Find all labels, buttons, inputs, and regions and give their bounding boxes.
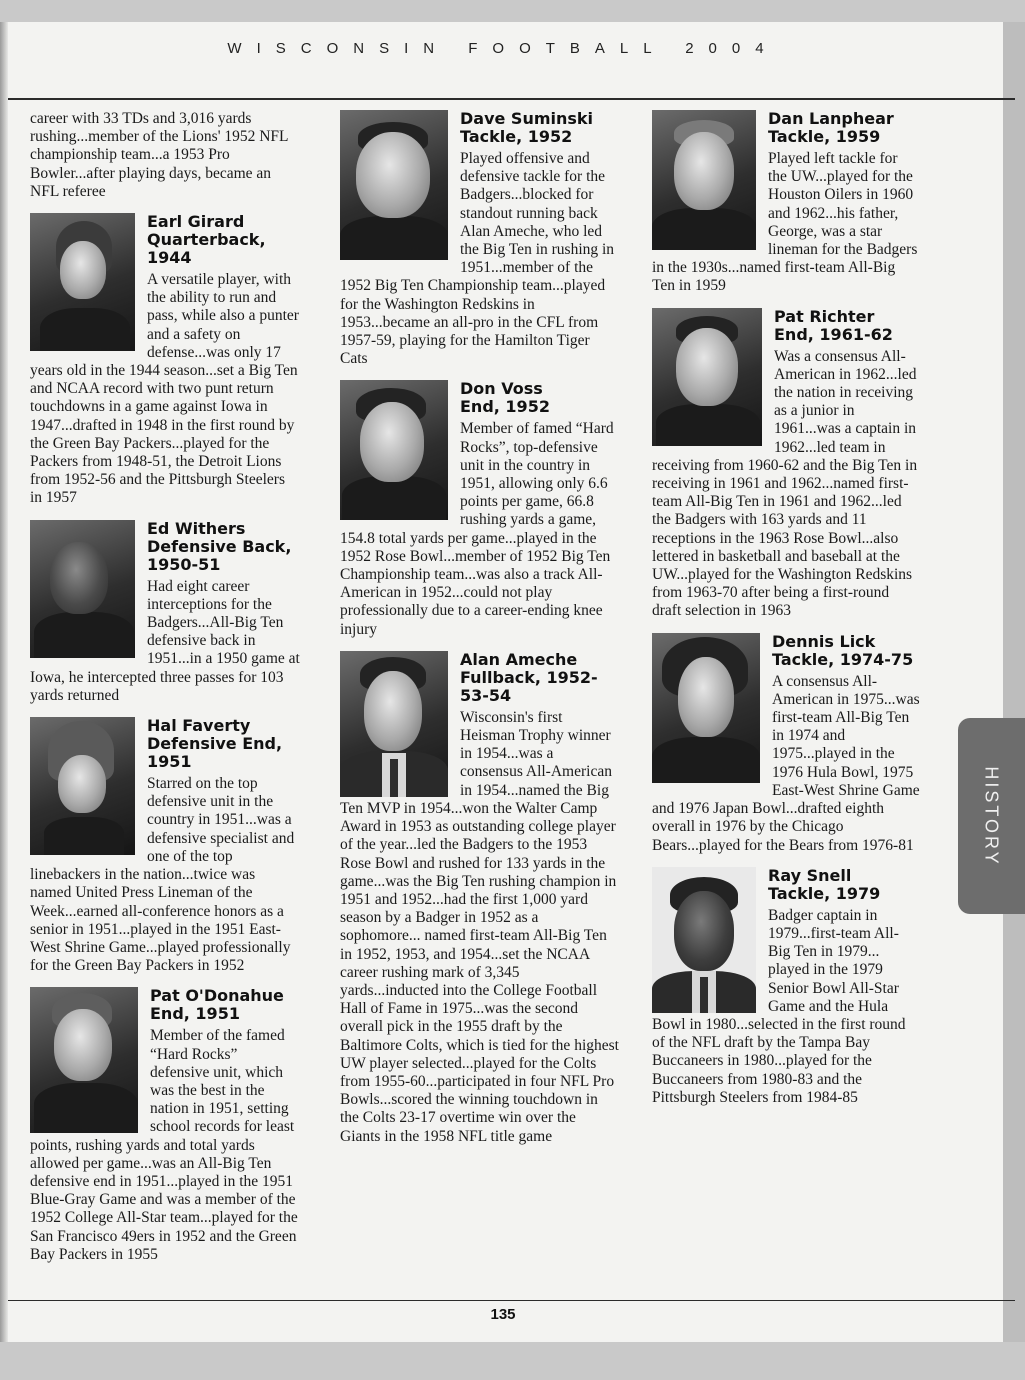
player-bio: Starred on the top defensive unit in the country in 1951...was a defensive specialist and one of the top linebackers in the nation...twice was named United Press Lineman of the Week...earned all-conference honors as a senior in 1951...played in the 1951 East-West Shrine Game...played professionally for the Green Bay Packers in 1952 <box>30 775 295 975</box>
player-bio: Badger captain in 1979...first-team All-Big Ten in 1979... played in the 1979 Senior Bowl All-Star Game and the Hula Bowl in 1980...selected in the first round of the NFL draft by the Tampa Bay Buccaneers in 1980...played for the Buccaneers from 1980-83 and the Pittsburgh Steelers from 1984-85 <box>652 906 906 1106</box>
player-name: Dave Suminski <box>460 109 594 128</box>
player-name: Dan Lanphear <box>768 109 894 128</box>
player-bio: Was a consensus All-American in 1962...led the nation in receiving as a junior in 1961...was a captain in 1962...led team in receiving from 1960-62 and the Big Ten in receiving in 1961 and 1962...named first-team All-Big Ten in 1961 and 1962...led the Badgers with 163 yards and 11 receptions in the 1963 Rose Bowl...also lettered in basketball and baseball at the UW...played for the Washington Redskins from 1963-70 after being a first-round draft selection in 1963 <box>652 347 918 620</box>
player-name: Ed Withers <box>147 518 246 538</box>
scan-margin <box>1003 22 1025 1342</box>
player-entry-pat-odonahue <box>30 987 300 1264</box>
player-bio: Played left tackle for the UW...played for the Houston Oilers in 1960 and 1962...his father, George, was a star lineman for the Badgers in the 1930s...named first-team All-Big Ten in 1959 <box>652 150 918 295</box>
player-name: Hal Faverty <box>147 716 251 736</box>
player-photo-dan-lanphear <box>652 110 756 250</box>
player-position: Tackle, 1959 <box>768 127 881 146</box>
player-name: Pat Richter <box>774 306 875 326</box>
player-entry-pat-richter <box>652 308 920 621</box>
player-entry-don-voss <box>340 380 620 638</box>
player-name: Ray Snell <box>768 865 852 885</box>
player-name: Pat O'Donahue <box>150 986 284 1006</box>
player-position: Tackle, 1952 <box>460 127 573 146</box>
column-1 <box>30 110 300 1276</box>
player-position: Tackle, 1979 <box>768 883 881 903</box>
player-photo-hal-faverty <box>30 717 135 855</box>
player-position: Tackle, 1974-75 <box>772 649 914 669</box>
header-rule <box>8 98 1015 100</box>
player-position: End, 1951 <box>150 1004 240 1024</box>
player-photo-pat-richter <box>652 308 762 446</box>
player-photo-dave-suminski <box>340 110 448 260</box>
player-bio: Played offensive and defensive tackle for the Badgers...blocked for standout running back Alan Ameche, who led the Big Ten in rushing in 1951...member of the 1952 Big Ten Championship team...played for the Washington Redskins in 1953...became an all-pro in the CFL from 1957-59, playing for the Hamilton Tiger Cats <box>340 150 615 368</box>
player-entry-dan-lanphear <box>652 110 920 296</box>
player-name: Dennis Lick <box>772 631 876 651</box>
player-entry-dennis-lick <box>652 633 920 855</box>
page-number: 135 <box>490 1306 516 1323</box>
continued-bio-text: career with 33 TDs and 3,016 yards rushing...member of the Lions' 1952 NFL championship team...a 1953 Pro Bowler...after playing days, became an NFL referee <box>30 110 288 200</box>
player-name: Earl Girard <box>147 212 245 232</box>
player-entry-alan-ameche <box>340 651 620 1146</box>
player-bio: A versatile player, with the ability to run and pass, while also a punter and a safety on defense...was only 17 years old in the 1944 season...set a Big Ten and NCAA record with two punt return touchdowns in a game against Iowa in 1947...drafted in 1948 in the first round by the Green Bay Packers...played for the Packers from 1948-51, the Detroit Lions from 1952-56 and the Pittsburgh Steelers in 1957 <box>30 271 299 507</box>
player-position: End, 1952 <box>460 397 550 417</box>
player-bio: Had eight career interceptions for the Badgers...All-Big Ten defensive back in 1951...in a 1950 game at Iowa, he intercepted three passes for 103 yards returned <box>30 577 300 704</box>
history-tab-label: HISTORY <box>982 765 1003 867</box>
player-entry-hal-faverty <box>30 717 300 975</box>
player-bio: Wisconsin's first Heisman Trophy winner in 1954...was a consensus All-American in 1954...named the Big Ten MVP in 1954...won the Walter Camp Award in 1953 as outstanding college player of the year...led the Badgers to the 1953 Rose Bowl and rushed for 133 yards in the game...was the Big Ten rushing champion in 1951 and 1952...had the first 1,000 yard season by a Badger in 1952 as a sophomore... named first-team All-Big Ten in 1952, 1953, and 1954...set the NCAA career rushing mark of 3,345 yards...inducted into the College Football Hall of Fame in 1975...was the second overall pick in the 1955 draft by the Baltimore Colts, which is tied for the highest UW player selected...played for the Colts from 1955-60...participated in four NFL Pro Bowls...scored the winning touchdown in the Colts 23-17 overtime win over the Giants in the 1958 NFL title game <box>340 708 619 1145</box>
player-entry-ray-snell <box>652 867 920 1107</box>
player-bio: Member of the famed “Hard Rocks” defensive unit, which was the best in the nation in 1951, setting school records for least points, rushing yards and total yards allowed per game...was an All-Big Ten defensive end in 1951...played in the 1951 Blue-Gray Game and was a member of the 1952 College All-Star team...played for the San Francisco 49ers in 1952 and the Green Bay Packers in 1955 <box>30 1027 298 1263</box>
player-position: Quarterback, 1944 <box>147 230 266 268</box>
player-entry-dave-suminski <box>340 110 620 368</box>
column-2 <box>340 110 620 1158</box>
player-position: Defensive Back, 1950-51 <box>147 536 292 574</box>
player-photo-pat-odonahue <box>30 987 138 1133</box>
player-entry-earl-girard <box>30 213 300 508</box>
player-position: End, 1961-62 <box>774 324 893 344</box>
player-photo-ray-snell <box>652 867 756 1013</box>
player-position: Defensive End, 1951 <box>147 734 283 772</box>
player-photo-earl-girard <box>30 213 135 351</box>
page-binding-edge <box>0 22 8 1342</box>
player-photo-don-voss <box>340 380 448 520</box>
player-bio: A consensus All-American in 1975...was first-team All-Big Ten in 1974 and 1975...played in the 1976 Hula Bowl, 1975 East-West Shrine Game and 1976 Japan Bowl...drafted eighth overall in 1976 by the Chicago Bears...played for the Bears from 1976-81 <box>652 672 920 854</box>
player-photo-alan-ameche <box>340 651 448 797</box>
page-header-title: WISCONSIN FOOTBALL 2004 <box>227 40 779 57</box>
history-tab-label-wrap <box>958 718 1025 914</box>
player-entry-ed-withers <box>30 520 300 705</box>
player-position: Fullback, 1952-53-54 <box>460 667 598 705</box>
player-photo-ed-withers <box>30 520 135 658</box>
player-photo-dennis-lick <box>652 633 760 783</box>
player-name: Alan Ameche <box>460 649 578 669</box>
player-name: Don Voss <box>460 379 543 399</box>
column-3 <box>652 110 920 1119</box>
footer-rule <box>8 1300 1015 1301</box>
player-bio: Member of famed “Hard Rocks”, top-defensive unit in the country in 1951, allowing only 6.6 points per game, 66.8 rushing yards a game, 154.8 total yards per game...played in the 1952 Rose Bowl...member of 1952 Big Ten Championship team...was also a track All-American in 1952...could not play professionally due to a career-ending knee injury <box>340 420 614 638</box>
